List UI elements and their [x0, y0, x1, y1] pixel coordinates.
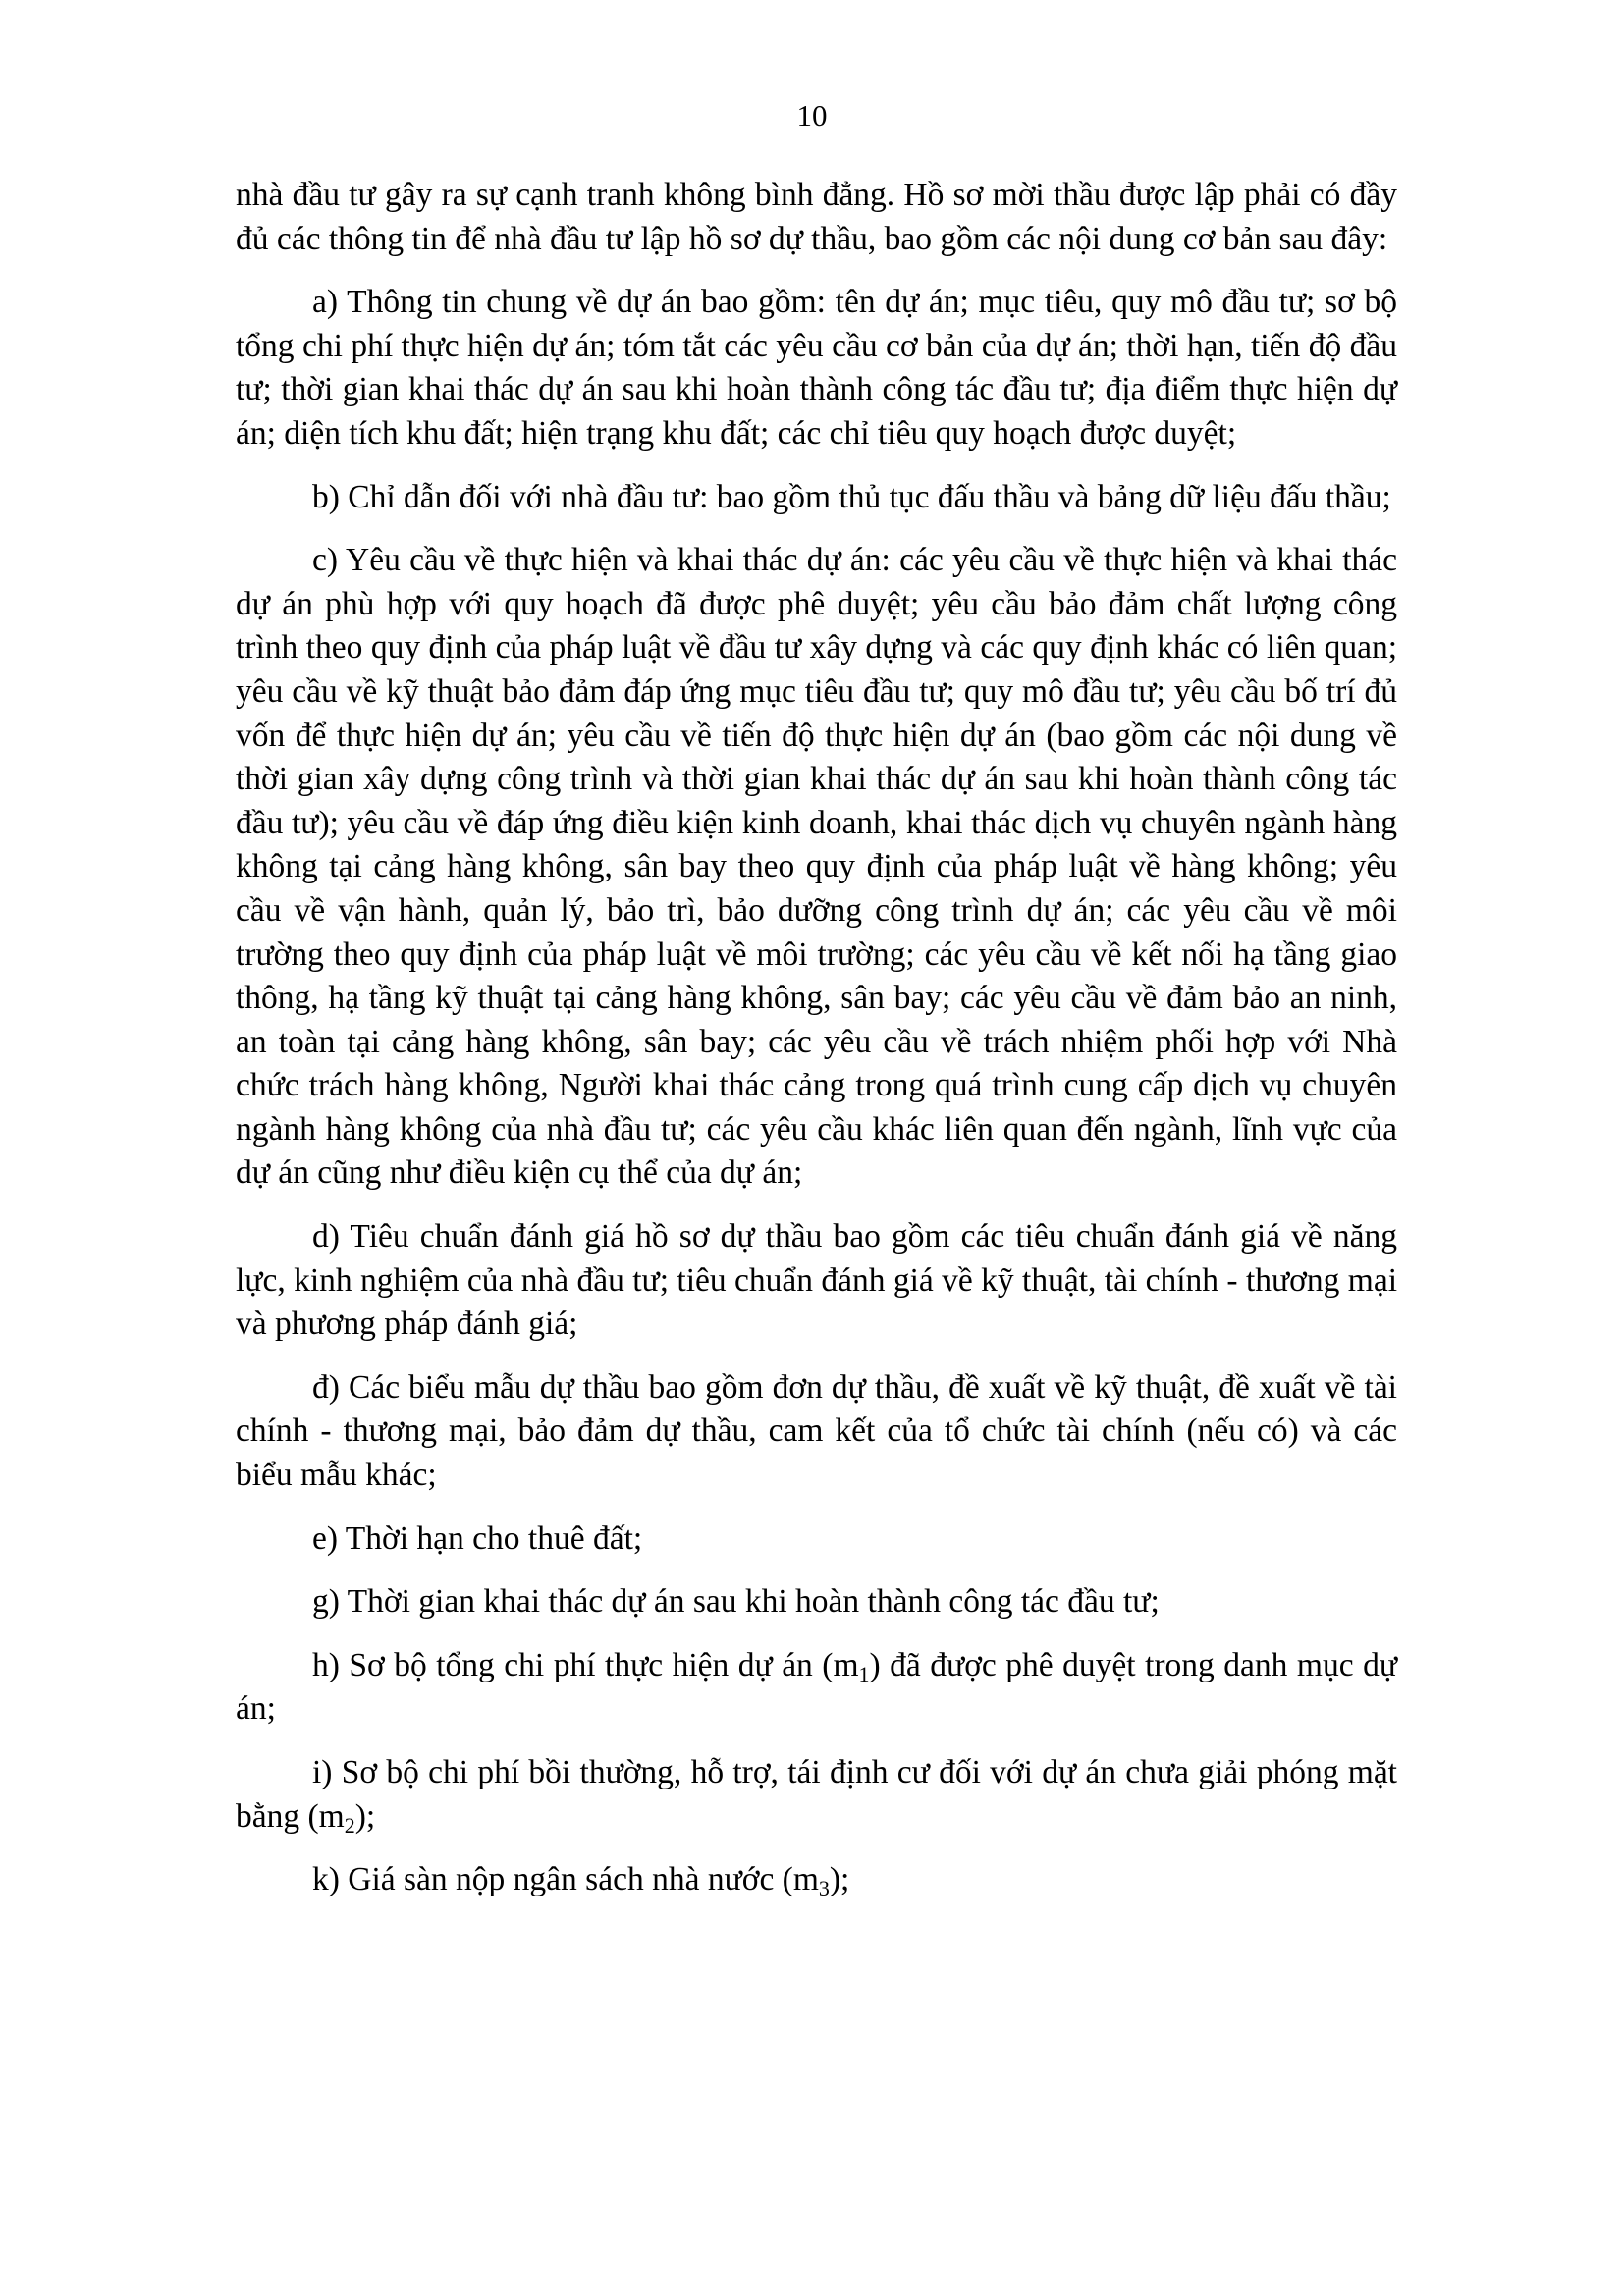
paragraph-text-after: ) đã được phê duyệt trong danh mục dự án; — [236, 1646, 1397, 1728]
paragraph-text: nhà đầu tư gây ra sự cạnh tranh không bình đẳng. Hồ sơ mời thầu được lập phải có đầy đủ các thông tin để nhà đầu tư lập hồ sơ dự thầu, bao gồm các nội dung cơ bản sau đây: — [236, 177, 1397, 257]
subscript: 3 — [818, 1876, 830, 1901]
paragraph-text: d) Tiêu chuẩn đánh giá hồ sơ dự thầu bao gồm các tiêu chuẩn đánh giá về năng lực, kinh nghiệm của nhà đầu tư; tiêu chuẩn đánh giá về kỹ thuật, tài chính - thương mại và phương pháp đánh giá; — [236, 1218, 1397, 1343]
paragraph-intro-continuation — [236, 174, 1397, 261]
paragraph-text: g) Thời gian khai thác dự án sau khi hoàn thành công tác đầu tư; — [312, 1583, 1160, 1621]
paragraph-text: e) Thời hạn cho thuê đất; — [312, 1520, 643, 1557]
paragraph-text-after: ); — [354, 1797, 376, 1835]
paragraph-item-k — [236, 1858, 1397, 1902]
paragraph-item-dd — [236, 1366, 1397, 1498]
paragraph-text: a) Thông tin chung về dự án bao gồm: tên dự án; mục tiêu, quy mô đầu tư; sơ bộ tổng chi phí thực hiện dự án; tóm tắt các yêu cầu cơ bản của dự án; thời hạn, tiến độ đầu tư; thời gian khai thác dự án sau khi hoàn thành công tác đầu tư; địa điểm thực hiện dự án; diện tích khu đất; hiện trạng khu đất; các chỉ tiêu quy hoạch được duyệt; — [236, 284, 1397, 452]
paragraph-item-b — [236, 476, 1397, 520]
paragraph-text-after: ); — [829, 1861, 850, 1898]
paragraph-text: b) Chỉ dẫn đối với nhà đầu tư: bao gồm thủ tục đấu thầu và bảng dữ liệu đấu thầu; — [312, 478, 1391, 515]
paragraph-item-a — [236, 281, 1397, 455]
paragraph-text: h) Sơ bộ tổng chi phí thực hiện dự án (m — [312, 1646, 859, 1683]
paragraph-text: đ) Các biểu mẫu dự thầu bao gồm đơn dự thầu, đề xuất về kỹ thuật, đề xuất về tài chính - thương mại, bảo đảm dự thầu, cam kết của tổ chức tài chính (nếu có) và các biểu mẫu khác; — [236, 1368, 1397, 1494]
page-number: 10 — [796, 98, 828, 133]
paragraph-item-e — [236, 1518, 1397, 1562]
paragraph-item-i — [236, 1751, 1397, 1839]
paragraph-text: k) Giá sàn nộp ngân sách nhà nước (m — [312, 1861, 819, 1898]
document-body — [236, 174, 1397, 1922]
paragraph-item-h — [236, 1644, 1397, 1732]
subscript: 1 — [858, 1661, 870, 1686]
paragraph-text: c) Yêu cầu về thực hiện và khai thác dự án: các yêu cầu về thực hiện và khai thác dự án phù hợp với quy hoạch đã được phê duyệt; yêu cầu bảo đảm chất lượng công trình theo quy định của pháp luật về đầu tư xây dựng và các quy định khác có liên quan; yêu cầu về kỹ thuật bảo đảm đáp ứng mục tiêu đầu tư; quy mô đầu tư; yêu cầu bố trí đủ vốn để thực hiện dự án; yêu cầu về tiến độ thực hiện dự án (bao gồm các nội dung về thời gian xây dựng công trình và thời gian khai thác dự án sau khi hoàn thành công tác đầu tư); yêu cầu về đáp ứng điều kiện kinh doanh, khai thác dịch vụ chuyên ngành hàng không tại cảng hàng không, sân bay theo quy định của pháp luật về hàng không; yêu cầu về vận hành, quản lý, bảo trì, bảo dưỡng công trình dự án; các yêu cầu về môi trường theo quy định của pháp luật về môi trường; các yêu cầu về kết nối hạ tầng giao thông, hạ tầng kỹ thuật tại cảng hàng không, sân bay; các yêu cầu về đảm bảo an ninh, an toàn tại cảng hàng không, sân bay; các yêu cầu về trách nhiệm phối hợp với Nhà chức trách hàng không, Người khai thác cảng trong quá trình cung cấp dịch vụ chuyên ngành hàng không của nhà đầu tư; các yêu cầu khác liên quan đến ngành, lĩnh vực của dự án cũng như điều kiện cụ thể của dự án; — [236, 542, 1397, 1192]
subscript: 2 — [344, 1812, 355, 1838]
paragraph-item-c — [236, 539, 1397, 1196]
paragraph-text: i) Sơ bộ chi phí bồi thường, hỗ trợ, tái định cư đối với dự án chưa giải phóng mặt bằng (m — [236, 1754, 1397, 1835]
paragraph-item-d — [236, 1215, 1397, 1347]
paragraph-item-g — [236, 1580, 1397, 1625]
